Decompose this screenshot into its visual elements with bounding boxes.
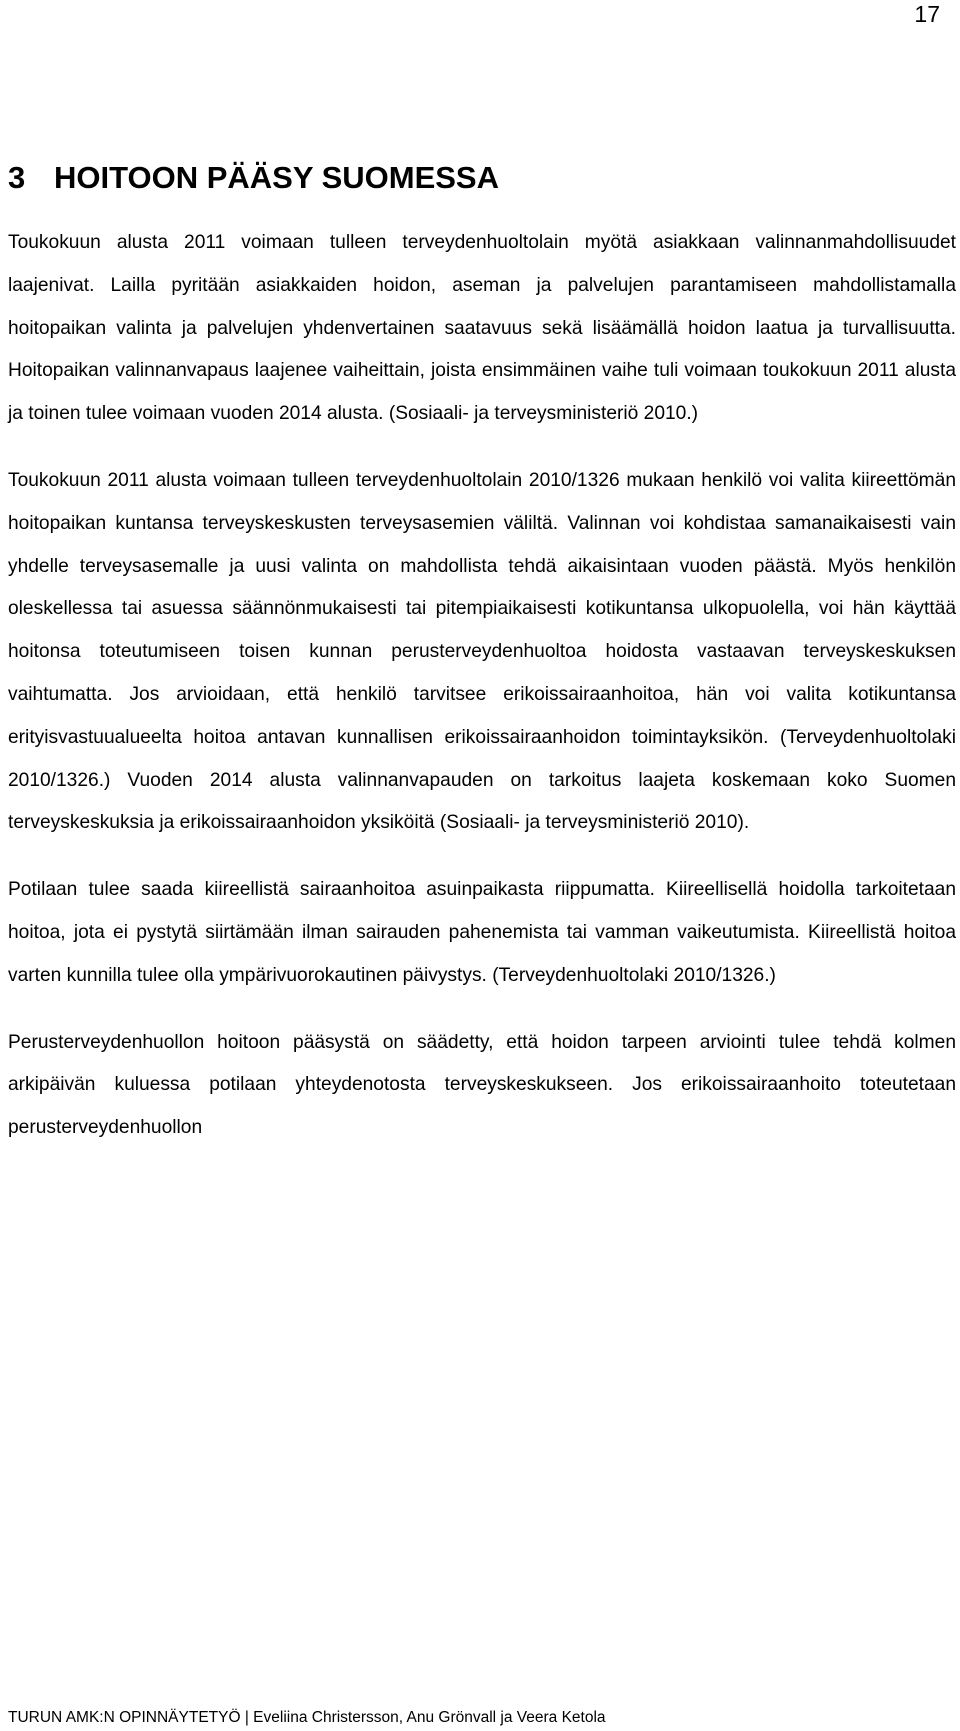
section-number: 3 [8, 160, 26, 195]
page-number: 17 [914, 1, 940, 27]
paragraph-4: Perusterveydenhuollon hoitoon pääsystä on säädetty, että hoidon tarpeen arviointi tulee tehdä kolmen arkipäivän kuluessa potilaan yhteydenotosta terveyskeskukseen. Jos erikoissairaanhoito toteutetaan perusterveydenhuollon [8, 1031, 956, 1139]
page-content [8, 158, 956, 1174]
paragraph-2: Toukokuun 2011 alusta voimaan tulleen terveydenhuoltolain 2010/1326 mukaan henkilö voi valita kiireettömän hoitopaikan kuntansa terveyskeskusten terveysasemien väliltä. Valinnan voi kohdistaa samanaikaisesti vain yhdelle terveysasemalle ja uusi valinta on mahdollista tehdä aikaisintaan vuoden päästä. Myös henkilön oleskellessa tai asuessa säännönmukaisesti tai pitempiaikaisesti kotikuntansa ulkopuolella, voi hän käyttää hoitonsa toteutumiseen toisen kunnan perusterveydenhuoltoa hoidosta vastaavan terveyskeskuksen vaihtumatta. Jos arvioidaan, että henkilö tarvitsee erikoissairaanhoitoa, hän voi valita kotikuntansa erityisvastuualueelta hoitoa antavan kunnallisen erikoissairaanhoidon toimintayksikön. (Terveydenhuoltolaki 2010/1326.) Vuoden 2014 alusta valinnanvapauden on tarkoitus laajeta koskemaan koko Suomen terveyskeskuksia ja erikoissairaanhoidon yksiköitä (Sosiaali- ja terveysministeriö 2010). [8, 469, 956, 834]
paragraph-3: Potilaan tulee saada kiireellistä sairaanhoitoa asuinpaikasta riippumatta. Kiireellisellä hoidolla tarkoitetaan hoitoa, jota ei pystytä siirtämään ilman sairauden pahenemista tai vamman vaikeutumista. Kiireellistä hoitoa varten kunnilla tulee olla ympärivuorokautinen päivystys. (Terveydenhuoltolaki 2010/1326.) [8, 879, 956, 986]
page-footer: TURUN AMK:N OPINNÄYTETYÖ | Eveliina Christersson, Anu Grönvall ja Veera Ketola [8, 1709, 606, 1726]
section-heading [8, 158, 956, 198]
section-title: HOITOON PÄÄSY SUOMESSA [54, 160, 499, 195]
paragraph-1: Toukokuun alusta 2011 voimaan tulleen terveydenhuoltolain myötä asiakkaan valinnanmahdollisuudet laajenivat. Lailla pyritään asiakkaiden hoidon, aseman ja palvelujen parantamiseen mahdollistamalla hoitopaikan valinta ja palvelujen yhdenvertainen saatavuus sekä lisäämällä hoidon laatua ja turvallisuutta. Hoitopaikan valinnanvapaus laajenee vaiheittain, joista ensimmäinen vaihe tuli voimaan toukokuun 2011 alusta ja toinen tulee voimaan vuoden 2014 alusta. (Sosiaali- ja terveysministeriö 2010.) [8, 232, 956, 425]
